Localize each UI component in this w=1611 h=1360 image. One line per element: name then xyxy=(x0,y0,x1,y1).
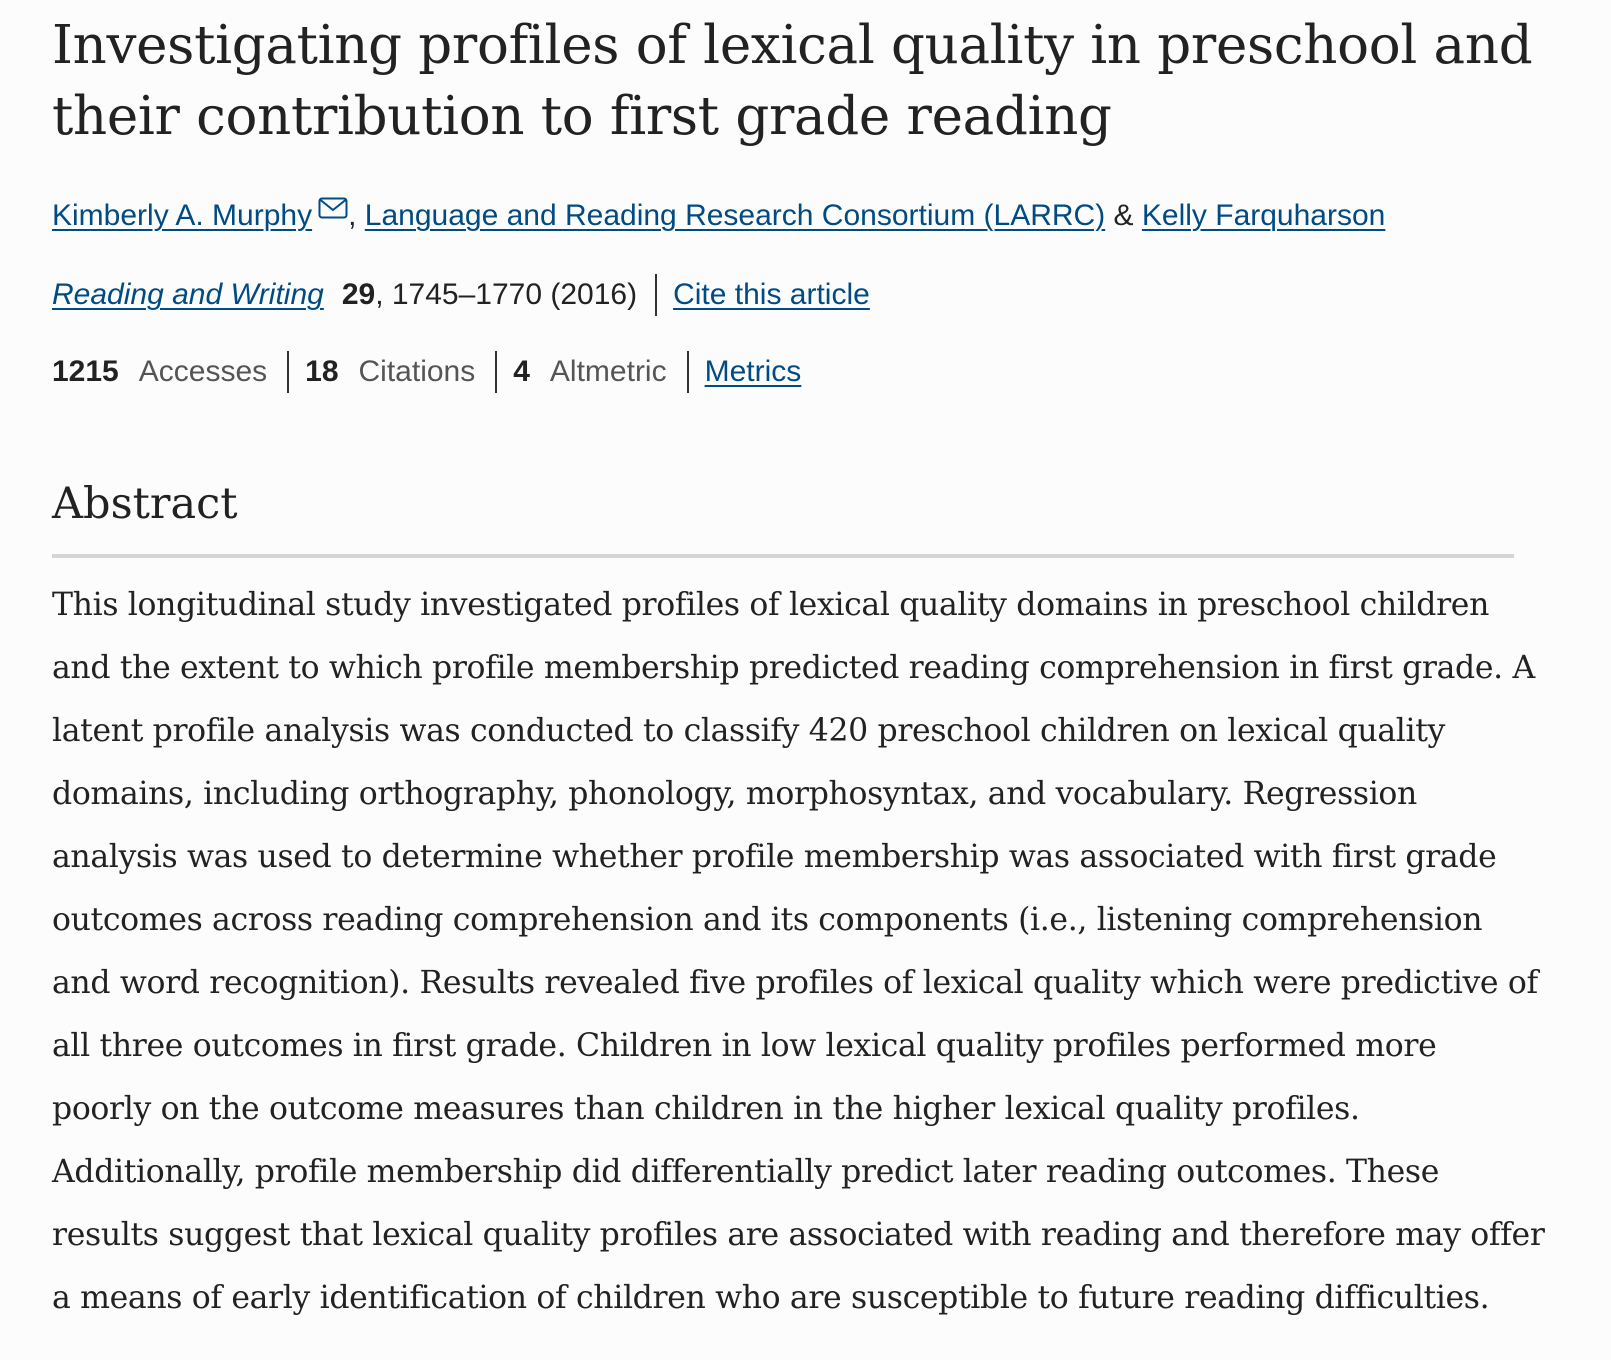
citations-count: 18 xyxy=(305,355,339,388)
journal-volume: 29 xyxy=(341,278,376,311)
abstract-line: all three outcomes in first grade. Children in low lexical quality profiles performed more xyxy=(52,1028,1437,1064)
author-separator: & xyxy=(1113,199,1134,232)
divider xyxy=(655,274,657,316)
article-title xyxy=(52,10,1560,152)
journal-citation xyxy=(52,274,1560,316)
cite-article-link[interactable]: Cite this article xyxy=(673,278,870,311)
title-line: Investigating profiles of lexical quality in preschool and xyxy=(52,15,1533,76)
abstract-line: poorly on the outcome measures than children in the higher lexical quality profiles. xyxy=(52,1091,1360,1127)
altmetric-count: 4 xyxy=(513,355,530,388)
abstract-line: latent profile analysis was conducted to classify 420 preschool children on lexical quality xyxy=(52,713,1445,749)
citations-label: Citations xyxy=(358,355,476,388)
abstract-line: and word recognition). Results revealed five profiles of lexical quality which were predictive of xyxy=(52,965,1538,1001)
author-list xyxy=(52,190,1560,236)
article-page xyxy=(52,0,1560,1330)
author-link-farquharson[interactable]: Kelly Farquharson xyxy=(1141,199,1386,232)
abstract-line: a means of early identification of children who are susceptible to future reading difficulties. xyxy=(52,1280,1490,1316)
title-line: their contribution to first grade reading xyxy=(52,86,1112,147)
divider xyxy=(495,351,497,393)
altmetric-label: Altmetric xyxy=(549,355,667,388)
divider xyxy=(687,351,689,393)
abstract-line: results suggest that lexical quality profiles are associated with reading and therefore may offer xyxy=(52,1217,1545,1253)
abstract-heading: Abstract xyxy=(52,479,238,529)
abstract-line: domains, including orthography, phonology, morphosyntax, and vocabulary. Regression xyxy=(52,776,1417,812)
article-metrics xyxy=(52,351,1560,393)
accesses-label: Accesses xyxy=(138,355,268,388)
abstract-text xyxy=(52,574,1545,1330)
section-divider xyxy=(52,554,1514,558)
author-link-larrc[interactable]: Language and Reading Research Consortium (LARRC) xyxy=(364,199,1106,232)
journal-link[interactable]: Reading and Writing xyxy=(52,278,324,311)
abstract-line: Additionally, profile membership did differentially predict later reading outcomes. These xyxy=(52,1154,1440,1190)
author-separator: , xyxy=(348,199,357,232)
divider xyxy=(287,351,289,393)
author-link-murphy[interactable]: Kimberly A. Murphy xyxy=(52,199,313,232)
envelope-icon[interactable] xyxy=(318,190,348,230)
metrics-link[interactable]: Metrics xyxy=(704,355,802,388)
abstract-line: This longitudinal study investigated profiles of lexical quality domains in preschool children xyxy=(52,587,1490,623)
accesses-count: 1215 xyxy=(52,355,119,388)
journal-pages-year: , 1745–1770 (2016) xyxy=(375,278,638,311)
abstract-line: analysis was used to determine whether profile membership was associated with first grade xyxy=(52,839,1497,875)
abstract-line: and the extent to which profile membership predicted reading comprehension in first grade. A xyxy=(52,650,1535,686)
abstract-line: outcomes across reading comprehension and its components (i.e., listening comprehension xyxy=(52,902,1483,938)
